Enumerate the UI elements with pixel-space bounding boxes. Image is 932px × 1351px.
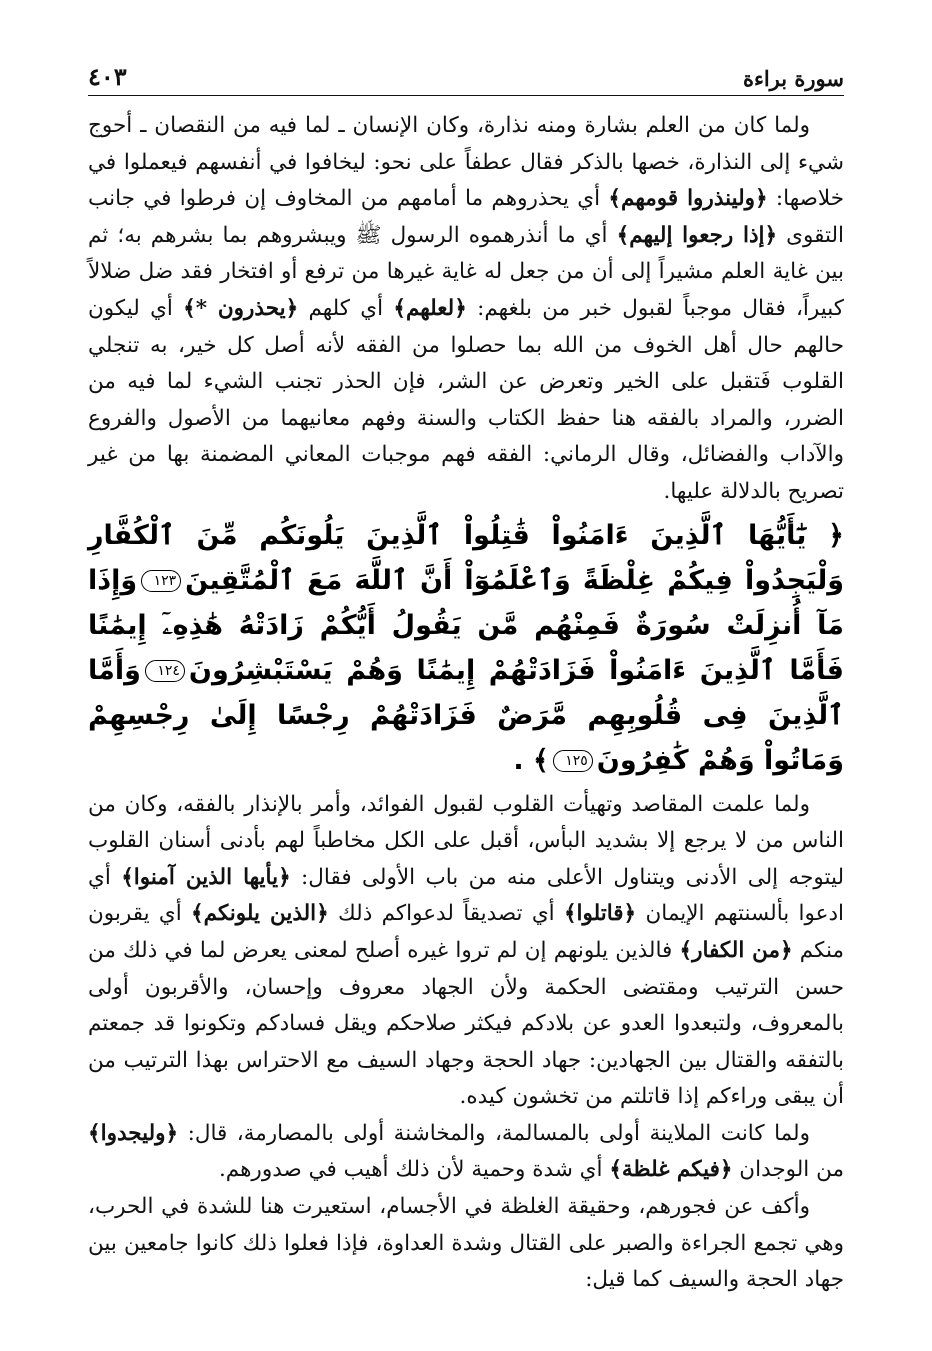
ayah-number: ١٢٤ [145, 660, 185, 682]
text-run: أي ادعوا بألسنتهم الإيمان [88, 864, 845, 927]
text-run: ولما علمت المقاصد وتهيأت القلوب لقبول الفوائد، وأمر بالإنذار بالفقه، وكان من الناس من لا يرجع إلا بشديد البأس، أقبل على الكل مخاطباً لهم بأدنى أسنان القلوب ليتوجه إلى الأدنى ويتناول الأعلى منه من باب الأولى فقال: [88, 791, 844, 890]
text-run: أي تصديقاً لدعواكم ذلك [328, 901, 564, 927]
quote-run: ﴿يأيها الذين آمنوا﴾ [121, 864, 291, 890]
page-header [88, 56, 844, 96]
paragraph-2 [88, 787, 844, 1116]
text-run: أي كلهم [298, 295, 394, 321]
verse-end: ﴾ . [513, 744, 549, 776]
page-number: ٤٠٣ [88, 62, 127, 91]
text-run: من الوجدان [732, 1157, 844, 1183]
ayah-number: ١٢٣ [141, 570, 181, 592]
paragraph-4 [88, 1189, 844, 1299]
verse-text: وَإِذَا مَآ أُنزِلَتْ سُورَةٌ فَمِنْهُم مَّن يَقُولُ أَيُّكُمْ زَادَتْهُ هَٰذِهِۦٓ إِيمَٰنًا فَأَمَّا ٱلَّذِينَ ءَامَنُواْ فَزَادَتْهُمْ إِيمَٰنًا وَهُمْ يَسْتَبْشِرُونَ [88, 564, 844, 686]
text-run: أي ليكون حالهم حال أهل الخوف من الله بما حصلوا من الفقه لأنه أصل كل خير، به تنجلي القلوب فَتقبل على الخير وتعرض عن الشر، فإن الحذر تجنب الشيء لما فيه من الضرر، والمراد بالفقه هنا حفظ الكتاب والسنة وفهم معانيهما من الأصول والفروع والآداب والفضائل، وقال الرماني: الفقه فهم موجبات المعاني المضمنة بها من غير تصريح بالدلالة عليها. [88, 295, 844, 504]
verse-text: ﴿ يَٰٓأَيُّهَا ٱلَّذِينَ ءَامَنُواْ قَٰتِلُواْ ٱلَّذِينَ يَلُونَكُم مِّنَ ٱلْكُفَّارِ وَلْيَجِدُواْ فِيكُمْ غِلْظَةً وَٱعْلَمُوٓاْ أَنَّ ٱللَّهَ مَعَ ٱلْمُتَّقِينَ [88, 519, 844, 596]
verse-text: وَأَمَّا ٱلَّذِينَ فِى قُلُوبِهِم مَّرَضٌ فَزَادَتْهُمْ رِجْسًا إِلَىٰ رِجْسِهِمْ وَمَاتُواْ وَهُمْ كَٰفِرُونَ [88, 654, 844, 776]
ayah-number: ١٢٥ [553, 750, 593, 772]
text-run: أي يحذروهم ما أمامهم من المخاوف إن فرطوا في جانب التقوى [88, 186, 844, 248]
text-run: وأكف عن فجورهم، وحقيقة الغلظة في الأجسام، استعيرت هنا للشدة في الحرب، وهي تجمع الجراءة والصبر على القتال وشدة العداوة، فإذا فعلوا ذلك كانوا جامعين بين جهاد الحجة والسيف كما قيل: [88, 1194, 844, 1293]
text-run: أي يقربون منكم [88, 901, 844, 963]
text-run: فالذين يلونهم إن لم تروا غيره أصلح لمعنى يعرض لما في ذلك من حسن الترتيب ومقتضى الحكمة ولأن الجهاد معروف وإحسان، والأقربون أولى بالمعروف، ولتبعدوا العدو عن بلادكم فيكثر صلاحكم ويقل فسادكم وتكونوا قد جمعتم بالتفقه والقتال بين الجهادين: جهاد الحجة وجهاد السيف مع الاحتراس بهذا الترتيب من أن يبقى وراءكم إذا قاتلتم من تخشون كيده. [88, 937, 844, 1110]
quote-run: ﴿وليجدوا﴾ [88, 1120, 179, 1146]
quote-run: ﴿الذين يلونكم﴾ [191, 901, 329, 927]
surah-title: سورة براءة [742, 66, 844, 91]
quote-run: ﴿يحذرون *﴾ [183, 295, 299, 321]
quote-run: ﴿لعلهم﴾ [393, 295, 467, 321]
text-run: ولما كانت الملاينة أولى بالمسالمة، والمخاشنة أولى بالمصارمة، قال: [178, 1120, 810, 1146]
paragraph-1 [88, 108, 844, 511]
text-run: أي شدة وحمية لأن ذلك أهيب في صدورهم. [218, 1157, 610, 1183]
page-body [88, 108, 844, 1299]
quran-verses [88, 513, 844, 783]
paragraph-3 [88, 1116, 844, 1189]
quote-run: ﴿من الكفار﴾ [679, 937, 793, 963]
quote-run: ﴿قاتلوا﴾ [563, 901, 637, 927]
quote-run: ﴿ولينذروا قومهم﴾ [608, 186, 768, 212]
quote-run: ﴿إذا رجعوا إليهم﴾ [616, 222, 778, 248]
text-run: ولما كان من العلم بشارة ومنه نذارة، وكان الإنسان ـ لما فيه من النقصان ـ أحوج شيء إلى النذارة، خصها بالذكر فقال عطفاً على نحو: ليخافوا في أنفسهم فيعملوا في خلاصها: [88, 113, 844, 212]
text-run: أي ما أنذرهموه الرسول ﷺ ويبشروهم بما بشرهم به؛ ثم بين غاية العلم مشيراً إلى أن من جعل له غاية غيرها من ترفع أو افتخار فقد ضل ضلالاً كبيراً، فقال موجباً لقبول خبر من بلغهم: [88, 222, 844, 321]
quote-run: ﴿فيكم غلظة﴾ [609, 1157, 733, 1183]
